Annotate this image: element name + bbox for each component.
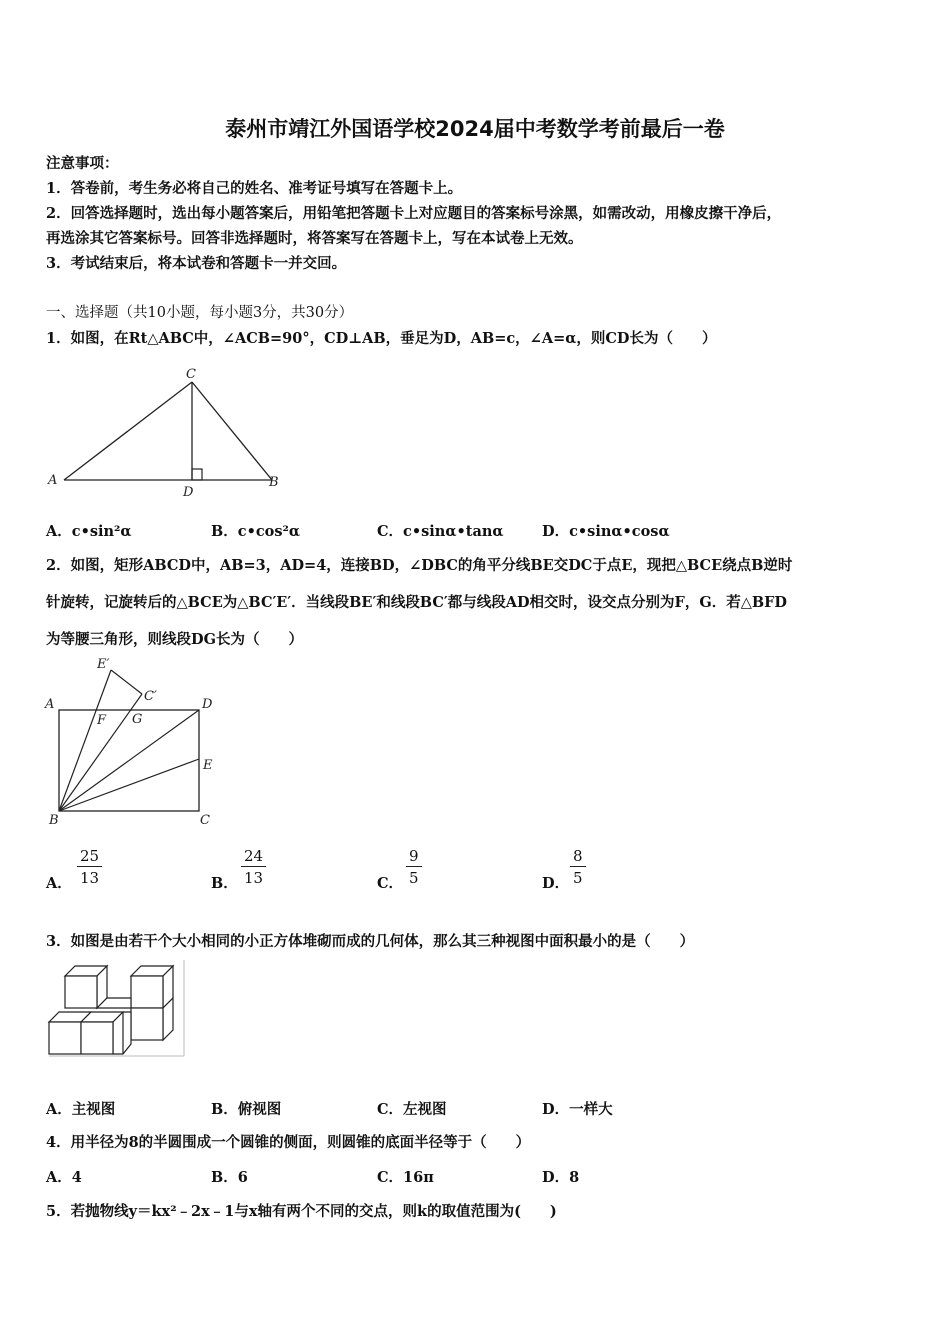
q1-option-d[interactable]: D．c•sinα•cosα [542, 523, 670, 540]
q2-label-c: C [200, 813, 210, 828]
q2-label-g: G [132, 712, 143, 727]
q1-label-d: D [183, 485, 194, 500]
q2-rectangle-figure [40, 652, 230, 832]
q4-option-b[interactable]: B．6 [211, 1169, 248, 1186]
q1-option-c[interactable]: C．c•sinα•tanα [377, 523, 504, 540]
q5-text: 5．若抛物线y＝kx²﹣2x﹣1与x轴有两个不同的交点，则k的取值范围为( ) [46, 1203, 557, 1220]
q2-option-c-numerator: 9 [406, 846, 422, 867]
q1-option-a[interactable]: A．c•sin²α [46, 523, 132, 540]
q4-option-a[interactable]: A．4 [46, 1169, 82, 1186]
q2-line-1: 2．如图，矩形ABCD中，AB=3，AD=4，连接BD，∠DBC的角平分线BE交DC于点E，现把△BCE绕点B逆时 [46, 557, 793, 574]
q2-option-d[interactable]: D． [542, 875, 570, 892]
q3-cube-1-front [65, 976, 97, 1008]
q1-segment-ac [64, 382, 192, 480]
q1-right-angle-mark [192, 469, 202, 480]
notice-heading: 注意事项： [46, 155, 119, 172]
q3-cubes-figure [44, 958, 190, 1064]
q2-label-a: A [45, 697, 55, 712]
q3-cube-5-front [49, 1022, 81, 1054]
notice-line-2a: 2．回答选择题时，选出每小题答案后，用铅笔把答题卡上对应题目的答案标号涂黑，如需改动，用橡皮擦干净后， [46, 205, 782, 222]
q4-option-d[interactable]: D．8 [542, 1169, 580, 1186]
q4-text: 4．用半径为8的半圆围成一个圆锥的侧面，则圆锥的底面半径等于（ ） [46, 1134, 531, 1151]
q2-option-c-denominator: 5 [409, 869, 419, 887]
q1-option-b[interactable]: B．c•cos²α [211, 523, 301, 540]
q2-label-e: E [203, 758, 213, 773]
q2-label-f: F [97, 713, 107, 728]
q2-segment-bd [59, 710, 199, 811]
q3-option-a[interactable]: A．主视图 [46, 1101, 116, 1118]
notice-line-1: 1．答卷前，考生务必将自己的姓名、准考证号填写在答题卡上。 [46, 180, 463, 197]
q3-text: 3．如图是由若干个大小相同的小正方体堆砌而成的几何体，那么其三种视图中面积最小的是（ ） [46, 933, 695, 950]
q2-option-a[interactable]: A． [46, 875, 72, 892]
q2-label-d: D [202, 697, 213, 712]
q2-option-b[interactable]: B． [211, 875, 238, 892]
q3-option-c[interactable]: C．左视图 [377, 1101, 447, 1118]
notice-line-3: 3．考试结束后，将本试卷和答题卡一并交回。 [46, 255, 347, 272]
q2-option-d-denominator: 5 [573, 869, 583, 887]
notice-line-2b: 再选涂其它答案标号。回答非选择题时，将答案写在答题卡上，写在本试卷上无效。 [46, 230, 583, 247]
q2-option-a-numerator: 25 [77, 846, 102, 867]
q1-text: 1．如图，在Rt△ABC中，∠ACB=90°，CD⊥AB，垂足为D，AB=c，∠A=α，则CD长为（ ） [46, 330, 717, 347]
q2-option-a-fraction [77, 846, 102, 889]
q2-option-c[interactable]: C． [377, 875, 404, 892]
q2-label-b: B [49, 813, 59, 828]
q3-cube-3-front [131, 1008, 163, 1040]
q2-option-b-denominator: 13 [244, 869, 264, 887]
q2-label-e1: E′ [97, 657, 110, 672]
q2-segment-bc1 [59, 694, 142, 811]
q1-segment-bc [192, 382, 272, 480]
q2-option-d-numerator: 8 [570, 846, 586, 867]
q2-label-c1: C′ [144, 689, 157, 704]
q2-option-a-denominator: 13 [80, 869, 100, 887]
q2-option-d-fraction [570, 846, 586, 889]
q1-label-b: B [269, 475, 279, 490]
q1-triangle-figure [40, 362, 300, 502]
q1-label-c: C [186, 367, 196, 382]
q2-option-c-fraction [406, 846, 422, 889]
q2-segment-be [59, 759, 199, 811]
q2-line-3: 为等腰三角形，则线段DG长为（ ） [46, 631, 303, 648]
q3-cube-6-front [81, 1022, 113, 1054]
q3-cube-2-front [131, 976, 163, 1008]
q3-option-d[interactable]: D．一样大 [542, 1101, 613, 1118]
q3-option-b[interactable]: B．俯视图 [211, 1101, 282, 1118]
q4-option-c[interactable]: C．16π [377, 1169, 434, 1186]
section-heading: 一、选择题（共10小题，每小题3分，共30分） [46, 305, 354, 321]
q2-segment-be1 [59, 670, 111, 811]
page-title: 泰州市靖江外国语学校2024届中考数学考前最后一卷 [225, 117, 725, 141]
q1-label-a: A [48, 473, 58, 488]
q2-segment-e1c1 [111, 670, 142, 694]
q2-option-b-numerator: 24 [241, 846, 266, 867]
q2-option-b-fraction [241, 846, 266, 889]
q2-line-2: 针旋转，记旋转后的△BCE为△BC′E′．当线段BE′和线段BC′都与线段AD相交时，设交点分别为F，G．若△BFD [46, 594, 787, 611]
